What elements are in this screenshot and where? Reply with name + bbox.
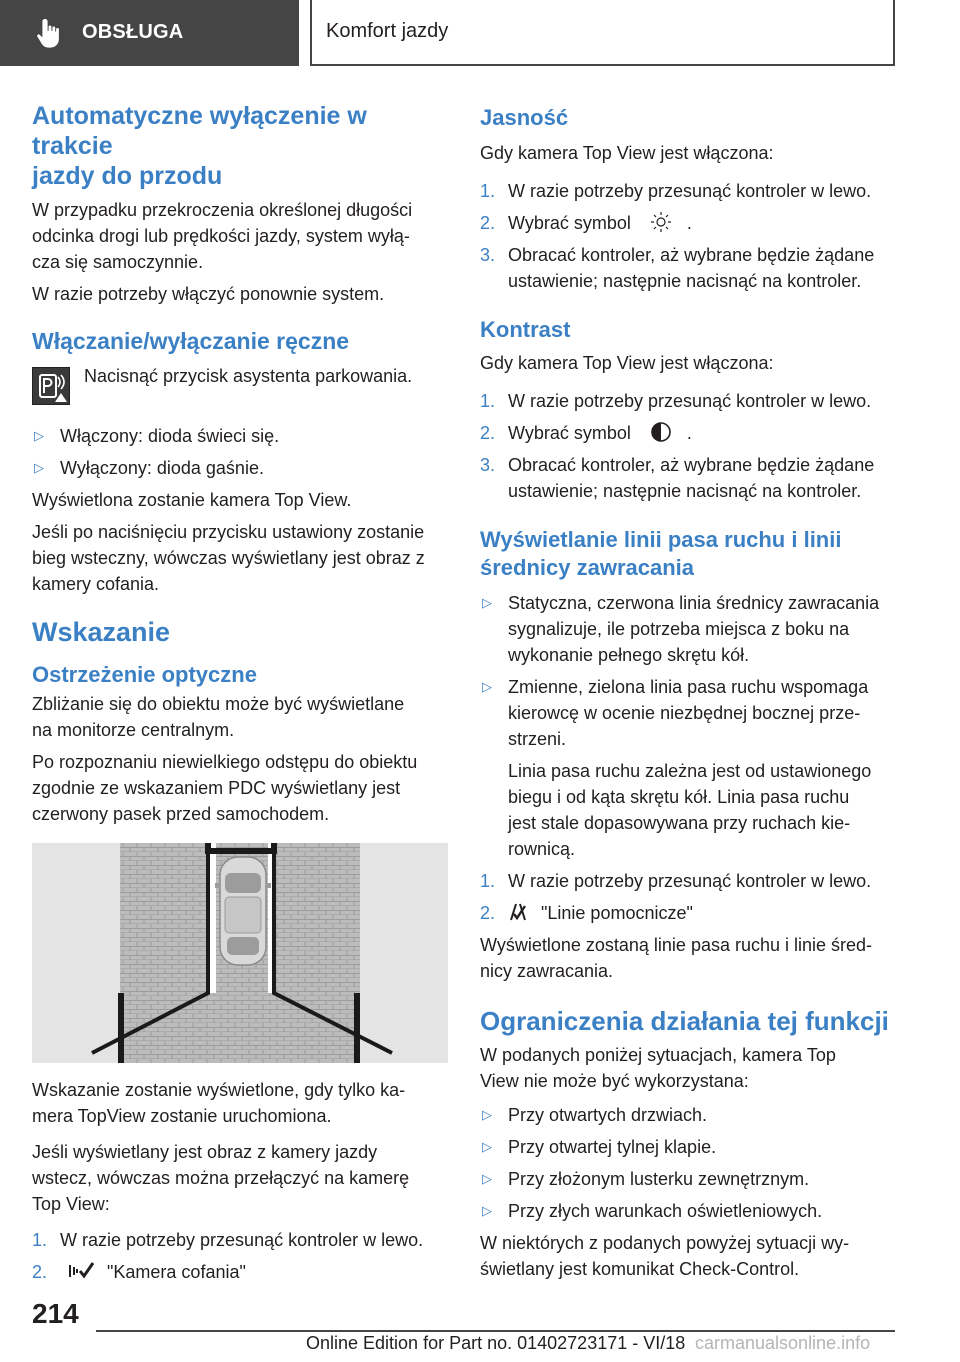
bullet-limit-light: ▷ Przy złych warunkach oświetleniowych. xyxy=(480,1198,896,1224)
step-1: 1. W razie potrzeby przesunąć kontroler w lewo. xyxy=(32,1230,424,1250)
watermark: carmanualsonline.info xyxy=(695,1333,871,1353)
bullet-lane-line: ▷ Zmienne, zielona linia pasa ruchu wspomaga kierowcę w ocenie niezbędnej bocznej prze‐ strzeni. xyxy=(480,674,896,752)
paragraph-contrast: Gdy kamera Top View jest włączona: xyxy=(480,353,774,373)
bullet-led-on: ▷ Włączony: dioda świeci się. xyxy=(32,423,448,449)
hand-icon xyxy=(36,17,66,49)
heading-optical-warning: Ostrzeżenie optyczne xyxy=(32,662,257,687)
paragraph-optical-2: Po rozpoznaniu niewielkiego odstępu do obiektu zgodnie ze wskazaniem PDC wyświetlany jest czerwony pasek przed samochodem. xyxy=(32,752,418,824)
heading-auto-off: Automatyczne wyłączenie w trakcie jazdy do przodu xyxy=(32,102,367,190)
footer-edition: Online Edition for Part no. 01402723171 - VI/18 xyxy=(306,1333,686,1353)
bullet-triangle-icon: ▷ xyxy=(482,1107,492,1122)
brightness-step-2: 2. Wybrać symbol . xyxy=(480,213,692,233)
manual-intro: Nacisnąć przycisk asystenta parkowania. xyxy=(32,363,448,413)
paragraph-check-control: W niektórych z podanych powyżej sytuacji wy‐ świetlany jest komunikat Check-Control. xyxy=(480,1233,850,1279)
bullet-triangle-icon: ▷ xyxy=(482,1139,492,1154)
paragraph-auto-off: W przypadku przekroczenia określonej długości odcinka drogi lub prędkości jazdy, system wyłą‐ cza się samoczynnie. xyxy=(32,200,413,272)
sun-icon xyxy=(650,211,672,233)
contrast-step-1: 1. W razie potrzeby przesunąć kontroler w lewo. xyxy=(480,391,872,411)
contrast-icon xyxy=(650,421,672,443)
left-column xyxy=(32,100,448,1285)
topview-car-image xyxy=(32,843,448,1063)
topview-illustration xyxy=(32,843,448,1063)
footer-divider xyxy=(96,1330,895,1332)
chapter-box xyxy=(310,0,895,66)
bullet-turning-line: ▷ Statyczna, czerwona linia średnicy zawracania sygnalizuje, ile potrzeba miejsca z boku na wykonanie pełnego skrętu kół. xyxy=(480,590,896,668)
heading-guide-lines: Wyświetlanie linii pasa ruchu i linii średnicy zawracania xyxy=(480,527,842,580)
rear-camera-icon xyxy=(68,1261,96,1281)
bullet-limit-mirror: ▷ Przy złożonym lusterku zewnętrznym. xyxy=(480,1166,896,1192)
bullet-triangle-icon: ▷ xyxy=(482,679,492,694)
bullet-triangle-icon: ▷ xyxy=(482,1203,492,1218)
page-header xyxy=(0,0,960,66)
page-number: 214 xyxy=(32,1298,79,1329)
bullet-triangle-icon: ▷ xyxy=(34,460,44,475)
bullet-limit-tailgate: ▷ Przy otwartej tylnej klapie. xyxy=(480,1134,896,1160)
bullet-lane-line-detail: Linia pasa ruchu zależna jest od ustawionego biegu i od kąta skrętu kół. Linia pasa ruchu jest stale dopasowywana przy ruchach kie‐ rownicą. xyxy=(508,761,872,859)
paragraph-brightness: Gdy kamera Top View jest włączona: xyxy=(480,143,774,163)
heading-display: Wskazanie xyxy=(32,617,171,647)
heading-limits: Ograniczenia działania tej funkcji xyxy=(480,1006,889,1036)
heading-contrast: Kontrast xyxy=(480,317,571,342)
paragraph-enable-again: W razie potrzeby włączyć ponownie system. xyxy=(32,284,385,304)
lines-step-1: 1. W razie potrzeby przesunąć kontroler w lewo. xyxy=(480,871,872,891)
bullet-limit-doors: ▷ Przy otwartych drzwiach. xyxy=(480,1102,896,1128)
paragraph-topview: Wyświetlona zostanie kamera Top View. xyxy=(32,490,352,510)
section-title: OBSŁUGA xyxy=(82,21,184,43)
heading-manual: Włączanie/wyłączanie ręczne xyxy=(32,328,350,354)
brightness-step-1: 1. W razie potrzeby przesunąć kontroler w lewo. xyxy=(480,181,872,201)
paragraph-rear-camera: Jeśli wyświetlany jest obraz z kamery jazdy wstecz, wówczas można przełączyć na kamerę Top View: xyxy=(32,1142,410,1214)
paragraph-reverse: Jeśli po naciśnięciu przycisku ustawiony zostanie bieg wsteczny, wówczas wyświetlany jest obraz z kamery cofania. xyxy=(32,522,425,594)
bullet-triangle-icon: ▷ xyxy=(34,428,44,443)
contrast-step-3: 3. Obracać kontroler, aż wybrane będzie żądane ustawienie; następnie nacisnąć na kontroler. xyxy=(480,455,875,501)
section-tab xyxy=(0,0,299,66)
heading-brightness: Jasność xyxy=(480,105,569,130)
right-column xyxy=(480,100,896,1282)
paragraph-limits: W podanych poniżej sytuacjach, kamera Top View nie może być wykorzystana: xyxy=(480,1045,836,1091)
contrast-step-2: 2. Wybrać symbol . xyxy=(480,423,692,443)
brightness-step-3: 3. Obracać kontroler, aż wybrane będzie żądane ustawienie; następnie nacisnąć na kontroler. xyxy=(480,245,875,291)
bullet-triangle-icon: ▷ xyxy=(482,1171,492,1186)
step-2: 2. "Kamera cofania" xyxy=(32,1262,246,1282)
bullet-led-off: ▷ Wyłączony: dioda gaśnie. xyxy=(32,455,448,481)
guide-lines-icon xyxy=(508,902,528,922)
parking-assistant-button-icon xyxy=(32,367,70,405)
paragraph-lines-shown: Wyświetlone zostaną linie pasa ruchu i linie śred‐ nicy zawracania. xyxy=(480,935,873,981)
lines-step-2: 2. "Linie pomocnicze" xyxy=(480,903,693,923)
bullet-triangle-icon: ▷ xyxy=(482,595,492,610)
figure-caption: Wskazanie zostanie wyświetlone, gdy tylko ka‐ mera TopView zostanie uruchomiona. xyxy=(32,1080,406,1126)
chapter-title: Komfort jazdy xyxy=(326,20,449,42)
paragraph-optical-1: Zbliżanie się do obiektu może być wyświetlane na monitorze centralnym. xyxy=(32,694,405,740)
